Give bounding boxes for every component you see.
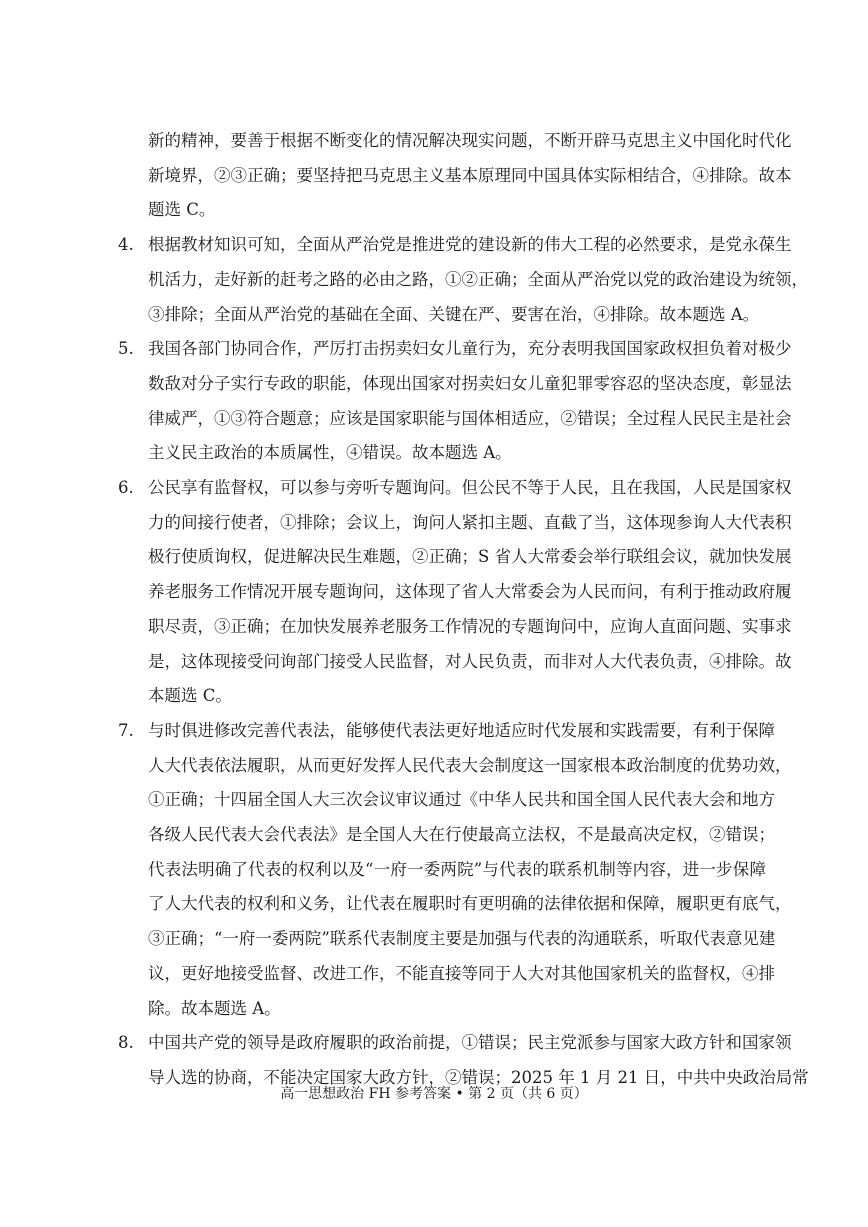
- item-number: 4.: [118, 235, 134, 255]
- item-number: 5.: [118, 339, 134, 359]
- text-line: ①正确；十四届全国人大三次会议审议通过《中华人民共和国全国人民代表大会和地方: [148, 790, 775, 810]
- text-line: 力的间接行使者，①排除；会议上，询问人紧扣主题、直截了当，这体现参询人大代表积: [148, 512, 792, 532]
- text-line: 公民享有监督权，可以参与旁听专题询问。但公民不等于人民，且在我国，人民是国家权: [148, 478, 792, 498]
- text-line: 与时俱进修改完善代表法，能够使代表法更好地适应时代发展和实践需要，有利于保障: [148, 720, 775, 740]
- text-line: 极行使质询权，促进解决民生难题，②正确；S 省人大常委会举行联组会议，就加快发展: [148, 547, 792, 567]
- item-number: 8.: [118, 1033, 134, 1053]
- answer-item: [118, 471, 792, 714]
- text-line: 代表法明确了代表的权利以及“一府一委两院”与代表的联系机制等内容，进一步保障: [148, 859, 766, 879]
- text-line: 新的精神，要善于根据不断变化的情况解决现实问题，不断开辟马克思主义中国化时代化: [148, 131, 792, 150]
- text-line: 是，这体现接受问询部门接受人民监督，对人民负责，而非对人大代表负责，④排除。故: [148, 651, 792, 671]
- text-line: 人大代表依法履职，从而更好发挥人民代表大会制度这一国家根本政治制度的优势功效，: [148, 755, 792, 775]
- text-line: 主义民主政治的本质属性，④错误。故本题选 A。: [148, 443, 512, 463]
- text-line: 职尽责，③正确；在加快发展养老服务工作情况的专题询问中，应询人直面问题、实事求: [148, 616, 792, 636]
- answer-content: [118, 124, 809, 1096]
- text-line: 导人选的协商，不能决定国家大政方针，②错误；2025 年 1 月 21 日，中共中央政治局常: [148, 1067, 809, 1087]
- text-line: 律威严，①③符合题意；应该是国家职能与国体相适应，②错误；全过程人民民主是社会: [148, 408, 792, 428]
- text-line: 我国各部门协同合作，严厉打击拐卖妇女儿童行为，充分表明我国国家政权担负着对极少: [148, 339, 792, 359]
- answer-item: [118, 228, 808, 332]
- continuation-paragraph: [118, 124, 792, 228]
- page-footer: 高一思想政治 FH 参考答案 • 第 2 页（共 6 页）: [280, 1086, 588, 1102]
- item-number: 7.: [118, 720, 134, 740]
- text-line: ③正确；“一府一委两院”联系代表制度主要是加强与代表的沟通联系，听取代表意见建: [148, 929, 776, 949]
- text-line: 养老服务工作情况开展专题询问，这体现了省人大常委会为人民而问，有利于推动政府履: [148, 582, 792, 602]
- item-number: 6.: [118, 478, 134, 498]
- text-line: 根据教材知识可知，全面从严治党是推进党的建设新的伟大工程的必然要求，是党永葆生: [148, 235, 792, 255]
- text-line: 本题选 C。: [148, 686, 232, 706]
- text-line: 各级人民代表大会代表法》是全国人大在行使最高立法权，不是最高决定权，②错误；: [148, 825, 775, 845]
- text-line: 数敌对分子实行专政的职能，体现出国家对拐卖妇女儿童犯罪零容忍的坚决态度，彰显法: [148, 373, 792, 393]
- text-line: 了人大代表的权利和义务，让代表在履职时有更明确的法律依据和保障，履职更有底气，: [148, 894, 792, 914]
- text-line: 新境界，②③正确；要坚持把马克思主义基本原理同中国具体实际相结合，④排除。故本: [148, 165, 792, 185]
- text-line: 除。故本题选 A。: [148, 998, 281, 1018]
- text-line: 机活力，走好新的赶考之路的必由之路，①②正确；全面从严治党以党的政治建设为统领，: [148, 269, 808, 289]
- answer-item: [118, 714, 792, 1026]
- text-line: ③排除；全面从严治党的基础在全面、关键在严、要害在治，④排除。故本题选 A。: [148, 304, 760, 324]
- text-line: 中国共产党的领导是政府履职的政治前提，①错误；民主党派参与国家大政方针和国家领: [148, 1033, 792, 1053]
- text-line: 题选 C。: [148, 200, 216, 220]
- answer-item: [118, 332, 792, 471]
- text-line: 议，更好地接受监督、改进工作，不能直接等同于人大对其他国家机关的监督权，④排: [148, 963, 775, 983]
